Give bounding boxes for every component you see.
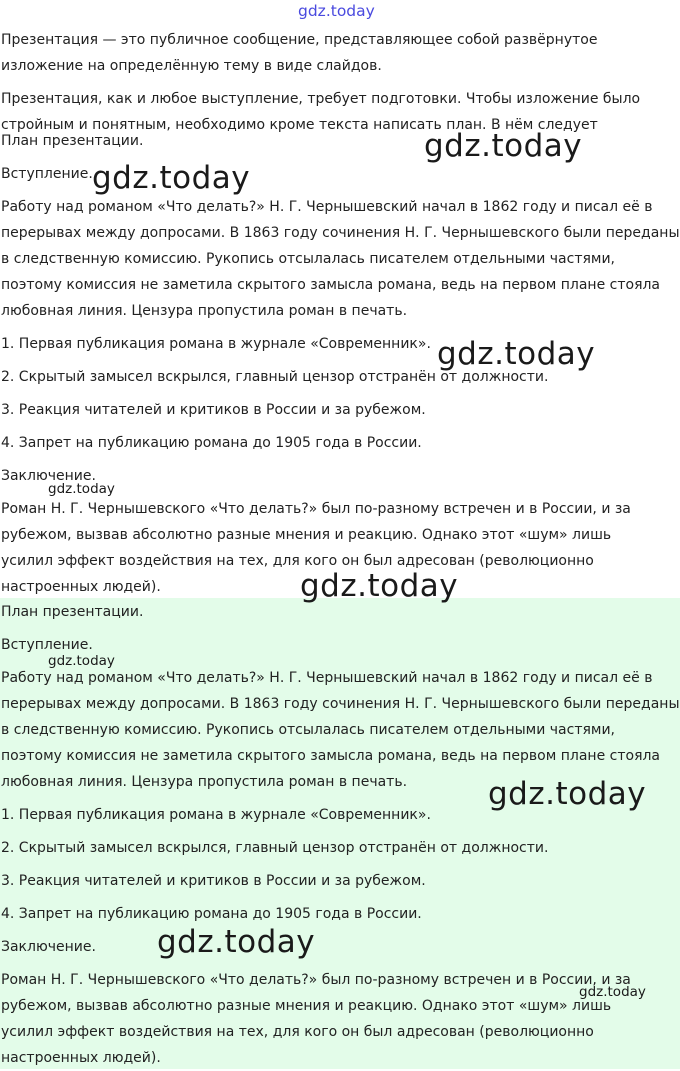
intro-text-line: поэтому комиссия не заметила скрытого замысла романа, ведь на первом плане стояла bbox=[1, 277, 661, 293]
conclusion-text-line: усилил эффект воздействия на тех, для кого он был адресован (революционно bbox=[1, 553, 594, 569]
conclusion-text-line: рубежом, вызвав абсолютно разные мнения и реакцию. Однако этот «шум» лишь bbox=[1, 998, 612, 1014]
plan-point-3: 3. Реакция читателей и критиков в России и за рубежом. bbox=[1, 873, 426, 889]
intro-text-line: любовная линия. Цензура пропустила роман в печать. bbox=[1, 303, 408, 319]
conclusion-text-line: Роман Н. Г. Чернышевского «Что делать?» был по-разному встречен и в России, и за bbox=[1, 501, 631, 517]
intro-text-line: Работу над романом «Что делать?» Н. Г. Чернышевский начал в 1862 году и писал её в bbox=[1, 670, 653, 686]
watermark: gdz.today bbox=[92, 160, 251, 196]
conclusion-text-line: рубежом, вызвав абсолютно разные мнения и реакцию. Однако этот «шум» лишь bbox=[1, 527, 612, 543]
intro-line-2: изложение на определённую тему в виде слайдов. bbox=[1, 58, 382, 74]
intro-line-1: Презентация — это публичное сообщение, представляющее собой развёрнутое bbox=[1, 32, 598, 48]
intro-line-3: Презентация, как и любое выступление, требует подготовки. Чтобы изложение было bbox=[1, 91, 641, 107]
plan-point-3: 3. Реакция читателей и критиков в России и за рубежом. bbox=[1, 402, 426, 418]
intro-heading: Вступление. bbox=[1, 166, 93, 182]
plan-point-1: 1. Первая публикация романа в журнале «Современник». bbox=[1, 807, 431, 823]
plan-point-4: 4. Запрет на публикацию романа до 1905 года в России. bbox=[1, 906, 422, 922]
plan-point-2: 2. Скрытый замысел вскрылся, главный цензор отстранён от должности. bbox=[1, 840, 549, 856]
watermark: gdz.today bbox=[424, 128, 583, 164]
plan-point-4: 4. Запрет на публикацию романа до 1905 года в России. bbox=[1, 435, 422, 451]
conclusion-heading: Заключение. bbox=[1, 939, 96, 955]
intro-text-line: перерывах между допросами. В 1863 году сочинения Н. Г. Чернышевского были переданы bbox=[1, 696, 680, 712]
conclusion-text-line: Роман Н. Г. Чернышевского «Что делать?» был по-разному встречен и в России, и за bbox=[1, 972, 631, 988]
intro-text-line: поэтому комиссия не заметила скрытого замысла романа, ведь на первом плане стояла bbox=[1, 748, 661, 764]
intro-text-line: перерывах между допросами. В 1863 году сочинения Н. Г. Чернышевского были переданы bbox=[1, 225, 680, 241]
watermark: gdz.today bbox=[300, 568, 459, 604]
plan-point-2: 2. Скрытый замысел вскрылся, главный цензор отстранён от должности. bbox=[1, 369, 549, 385]
watermark: gdz.today bbox=[48, 481, 115, 497]
intro-text-line: в следственную комиссию. Рукопись отсылалась писателем отдельными частями, bbox=[1, 251, 616, 267]
conclusion-heading: Заключение. bbox=[1, 468, 96, 484]
intro-text-line: любовная линия. Цензура пропустила роман в печать. bbox=[1, 774, 408, 790]
plan-heading: План презентации. bbox=[1, 604, 144, 620]
conclusion-text-line: усилил эффект воздействия на тех, для кого он был адресован (революционно bbox=[1, 1024, 594, 1040]
watermark: gdz.today bbox=[48, 653, 115, 669]
watermark-top: gdz.today bbox=[298, 2, 375, 20]
plan-heading: План презентации. bbox=[1, 133, 144, 149]
plan-point-1: 1. Первая публикация романа в журнале «Современник». bbox=[1, 336, 431, 352]
watermark: gdz.today bbox=[488, 776, 647, 812]
watermark: gdz.today bbox=[437, 336, 596, 372]
intro-text-line: в следственную комиссию. Рукопись отсылалась писателем отдельными частями, bbox=[1, 722, 616, 738]
conclusion-text-line: настроенных людей). bbox=[1, 1050, 161, 1066]
conclusion-text-line: настроенных людей). bbox=[1, 579, 161, 595]
intro-heading: Вступление. bbox=[1, 637, 93, 653]
intro-line-4-cut: стройным и понятным, необходимо кроме текста написать план. В нём следует bbox=[1, 117, 598, 133]
watermark: gdz.today bbox=[579, 984, 646, 1000]
intro-text-line: Работу над романом «Что делать?» Н. Г. Чернышевский начал в 1862 году и писал её в bbox=[1, 199, 653, 215]
watermark: gdz.today bbox=[157, 924, 316, 960]
